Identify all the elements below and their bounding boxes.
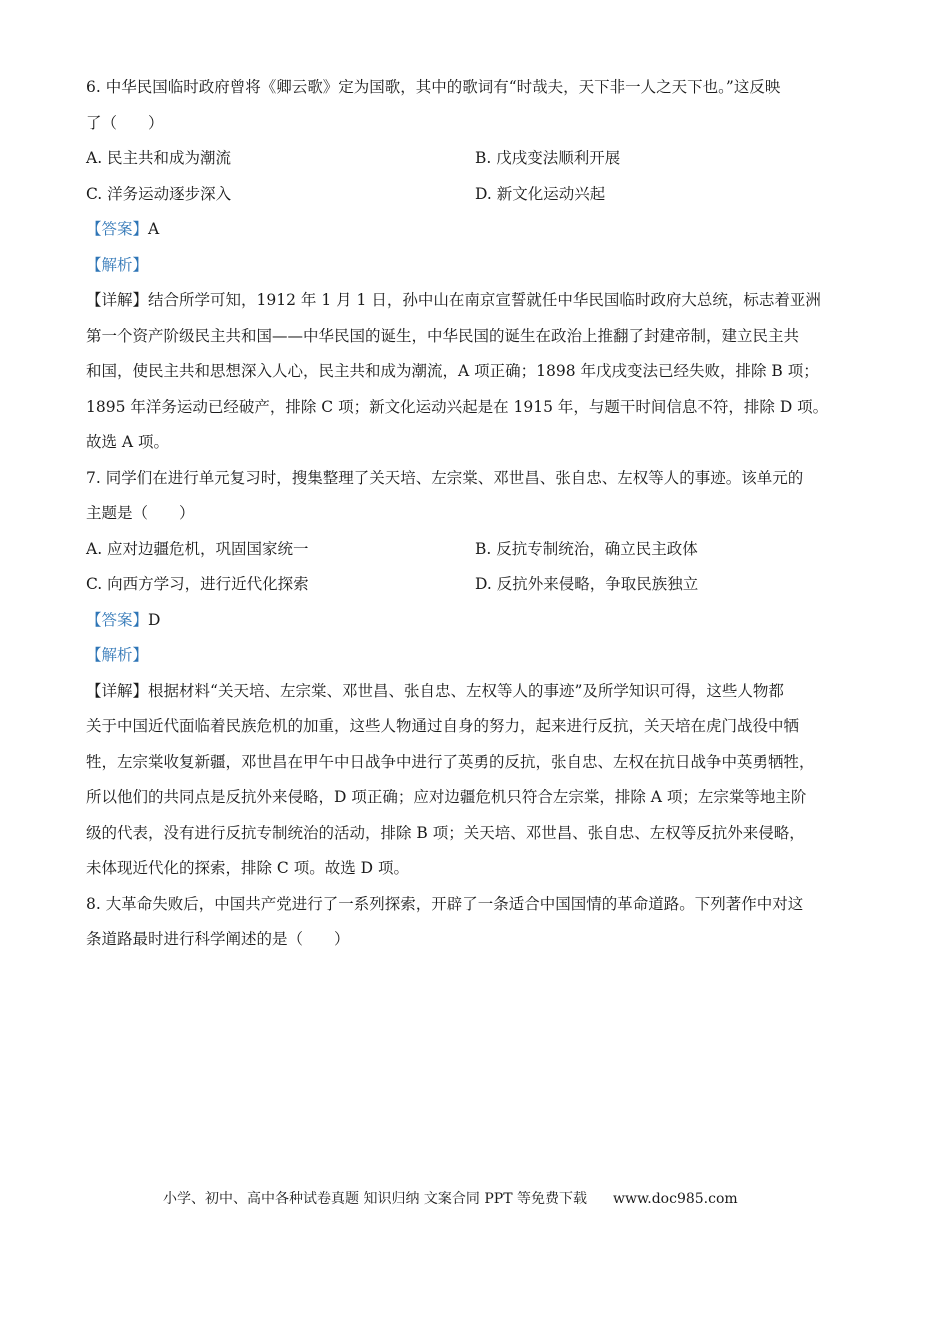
page-footer — [163, 1188, 738, 1208]
q7-analysis — [86, 638, 866, 674]
q6-option-b: B. 戊戌变法顺利开展 — [475, 149, 621, 167]
q7-option-d: D. 反抗外来侵略，争取民族独立 — [475, 575, 699, 593]
question-8 — [86, 887, 866, 958]
q8-stem-line-1: 8. 大革命失败后，中国共产党进行了一系列探索，开辟了一条适合中国国情的革命道路。下列著作中对这 — [86, 894, 804, 913]
footer-text: 小学、初中、高中各种试卷真题 知识归纳 文案合同 PPT 等免费下载 — [163, 1191, 587, 1207]
q7-detail-line-4: 所以他们的共同点是反抗外来侵略，D 项正确；应对边疆危机只符合左宗棠，排除 A 项；左宗棠等地主阶 — [86, 788, 807, 806]
q7-detail-line-6: 未体现近代化的探索，排除 C 项。故选 D 项。 — [86, 859, 409, 877]
q6-options-row-2 — [86, 177, 866, 213]
q6-answer — [86, 212, 866, 248]
q6-detail-line-4: 1895 年洋务运动已经破产，排除 C 项；新文化运动兴起是在 1915 年，与题干时间信息不符，排除 D 项。 — [86, 397, 829, 416]
q6-detail-line-1 — [86, 283, 866, 319]
analysis-tag: 【解析】 — [86, 646, 149, 664]
q7-options-row-1 — [86, 532, 866, 568]
q7-options-row-2 — [86, 567, 866, 603]
q6-stem-line-1: 6. 中华民国临时政府曾将《卿云歌》定为国歌，其中的歌词有“时哉夫，天下非一人之天下也。”这反映 — [86, 78, 781, 96]
q7-detail-line-2: 关于中国近代面临着民族危机的加重，这些人物通过自身的努力，起来进行反抗，关天培在虎门战役中牺 — [86, 717, 800, 735]
footer-site-link[interactable]: www.doc985.com — [612, 1191, 738, 1207]
q6-detail-line-2: 第一个资产阶级民主共和国——中华民国的诞生，中华民国的诞生在政治上推翻了封建帝制，建立民主共 — [86, 326, 800, 345]
q7-answer — [86, 603, 866, 639]
q7-option-c: C. 向西方学习，进行近代化探索 — [86, 575, 309, 593]
q7-option-a: A. 应对边疆危机，巩固国家统一 — [86, 539, 309, 558]
answer-tag: 【答案】 — [86, 220, 149, 238]
q7-detail-line-5: 级的代表，没有进行反抗专制统治的活动，排除 B 项；关天培、邓世昌、张自忠、左权等反抗外来侵略， — [86, 823, 805, 842]
q8-stem-line-2: 条道路最时进行科学阐述的是（ ） — [86, 930, 350, 948]
q7-detail-line-3: 牲，左宗棠收复新疆，邓世昌在甲午中日战争中进行了英勇的反抗，张自忠、左权在抗日战争中英勇牺牲， — [86, 752, 815, 771]
q6-option-a: A. 民主共和成为潮流 — [86, 149, 232, 167]
q6-option-d: D. 新文化运动兴起 — [475, 184, 606, 203]
q6-options-row-1 — [86, 141, 866, 177]
q6-stem-line-2: 了（ ） — [86, 113, 164, 132]
detail-tag: 【详解】 — [86, 291, 149, 309]
document-page — [86, 70, 866, 958]
q6-analysis — [86, 248, 866, 284]
question-6 — [86, 70, 866, 461]
answer-tag: 【答案】 — [86, 610, 149, 629]
q7-stem-line-1: 7. 同学们在进行单元复习时，搜集整理了关天培、左宗棠、邓世昌、张自忠、左权等人的事迹。该单元的 — [86, 468, 804, 487]
analysis-tag: 【解析】 — [86, 255, 149, 274]
question-7 — [86, 461, 866, 887]
q6-detail-line-3: 和国，使民主共和思想深入人心，民主共和成为潮流，A 项正确；1898 年戊戌变法已经失败，排除 B 项； — [86, 362, 819, 380]
answer-value: D — [148, 610, 161, 629]
q7-detail-text: 根据材料“关天培、左宗棠、邓世昌、张自忠、左权等人的事迹”及所学知识可得，这些人物都 — [148, 681, 784, 700]
q6-detail-line-5: 故选 A 项。 — [86, 433, 170, 451]
detail-tag: 【详解】 — [86, 681, 149, 700]
q6-detail-text: 结合所学可知，1912 年 1 月 1 日，孙中山在南京宣誓就任中华民国临时政府大总统，标志着亚洲 — [148, 291, 821, 309]
q7-detail-line-1 — [86, 674, 866, 710]
q6-option-c: C. 洋务运动逐步深入 — [86, 184, 232, 203]
q7-stem-line-2: 主题是（ ） — [86, 504, 195, 522]
answer-value: A — [148, 220, 160, 238]
q7-option-b: B. 反抗专制统治，确立民主政体 — [475, 539, 698, 558]
